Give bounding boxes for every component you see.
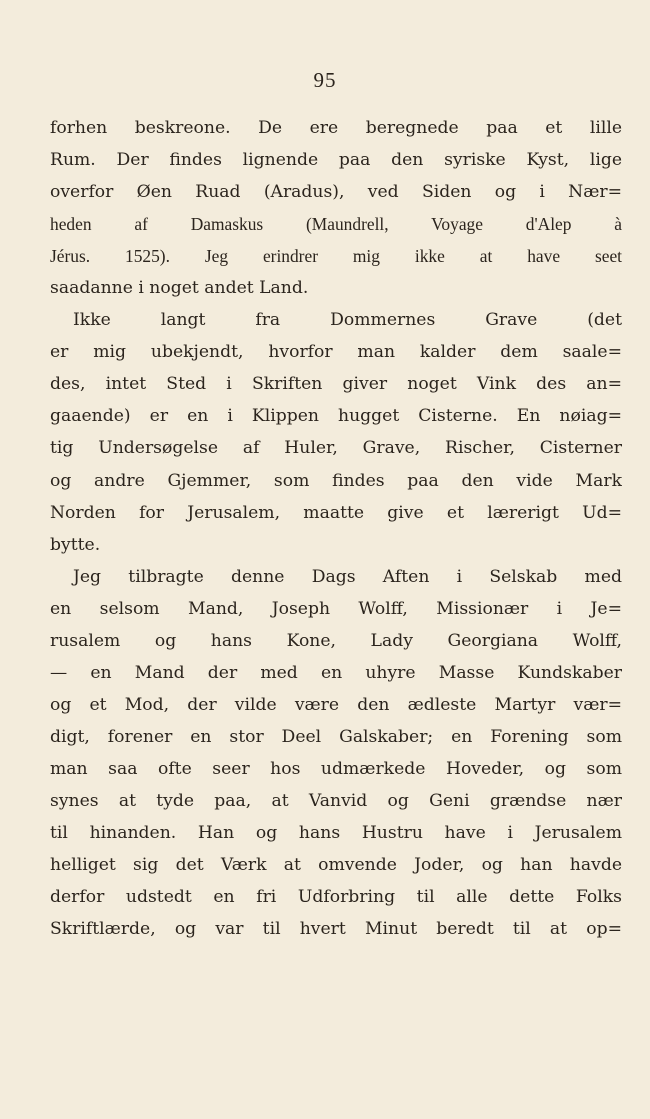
text-line: og andre Gjemmer, som findes paa den vide Mark: [50, 470, 622, 491]
text-line: og et Mod, der vilde være den ædleste Martyr vær=: [50, 694, 622, 715]
text-line: Jérus. 1525). Jeg erindrer mig ikke at have seet: [50, 246, 622, 267]
text-line: synes at tyde paa, at Vanvid og Geni grændse nær: [50, 790, 622, 811]
text-line: heden af Damaskus (Maundrell, Voyage d'Alep à: [50, 214, 622, 235]
text-line: des, intet Sted i Skriften giver noget Vink des an=: [50, 374, 622, 395]
text-line: forhen beskreone. De ere beregnede paa et lille: [50, 118, 622, 138]
text-line: rusalem og hans Kone, Lady Georgiana Wolff,: [50, 630, 622, 651]
text-line: Rum. Der findes lignende paa den syriske Kyst, lige: [50, 150, 622, 171]
text-line: — en Mand der med en uhyre Masse Kundskaber: [50, 662, 622, 683]
text-line: Ikke langt fra Dommernes Grave (det: [73, 310, 622, 331]
text-line: helliget sig det Værk at omvende Joder, og han havde: [50, 855, 622, 876]
text-line: bytte.: [50, 534, 101, 555]
page-body: [50, 112, 622, 945]
text-line: tig Undersøgelse af Huler, Grave, Rischer, Cisterner: [50, 438, 622, 459]
text-line: digt, forener en stor Deel Galskaber; en Forening som: [50, 726, 622, 747]
text-line: gaaende) er en i Klippen hugget Cisterne. En nøiag=: [50, 406, 622, 427]
text-line: Skriftlærde, og var til hvert Minut beredt til at op=: [50, 919, 622, 940]
text-line: Norden for Jerusalem, maatte give et lærerigt Ud=: [50, 502, 622, 523]
text-line: overfor Øen Ruad (Aradus), ved Siden og i Nær=: [50, 182, 622, 203]
text-line: en selsom Mand, Joseph Wolff, Missionær i Je=: [50, 598, 622, 619]
text-line: til hinanden. Han og hans Hustru have i Jerusalem: [50, 823, 622, 844]
text-line: man saa ofte seer hos udmærkede Hoveder, og som: [50, 758, 622, 779]
text-line: Jeg tilbragte denne Dags Aften i Selskab med: [73, 566, 622, 587]
text-line: derfor udstedt en fri Udforbring til alle dette Folks: [50, 887, 622, 908]
page-number: 95: [313, 68, 337, 92]
text-line: er mig ubekjendt, hvorfor man kalder dem saale=: [50, 342, 622, 363]
text-line: saadanne i noget andet Land.: [50, 278, 309, 299]
